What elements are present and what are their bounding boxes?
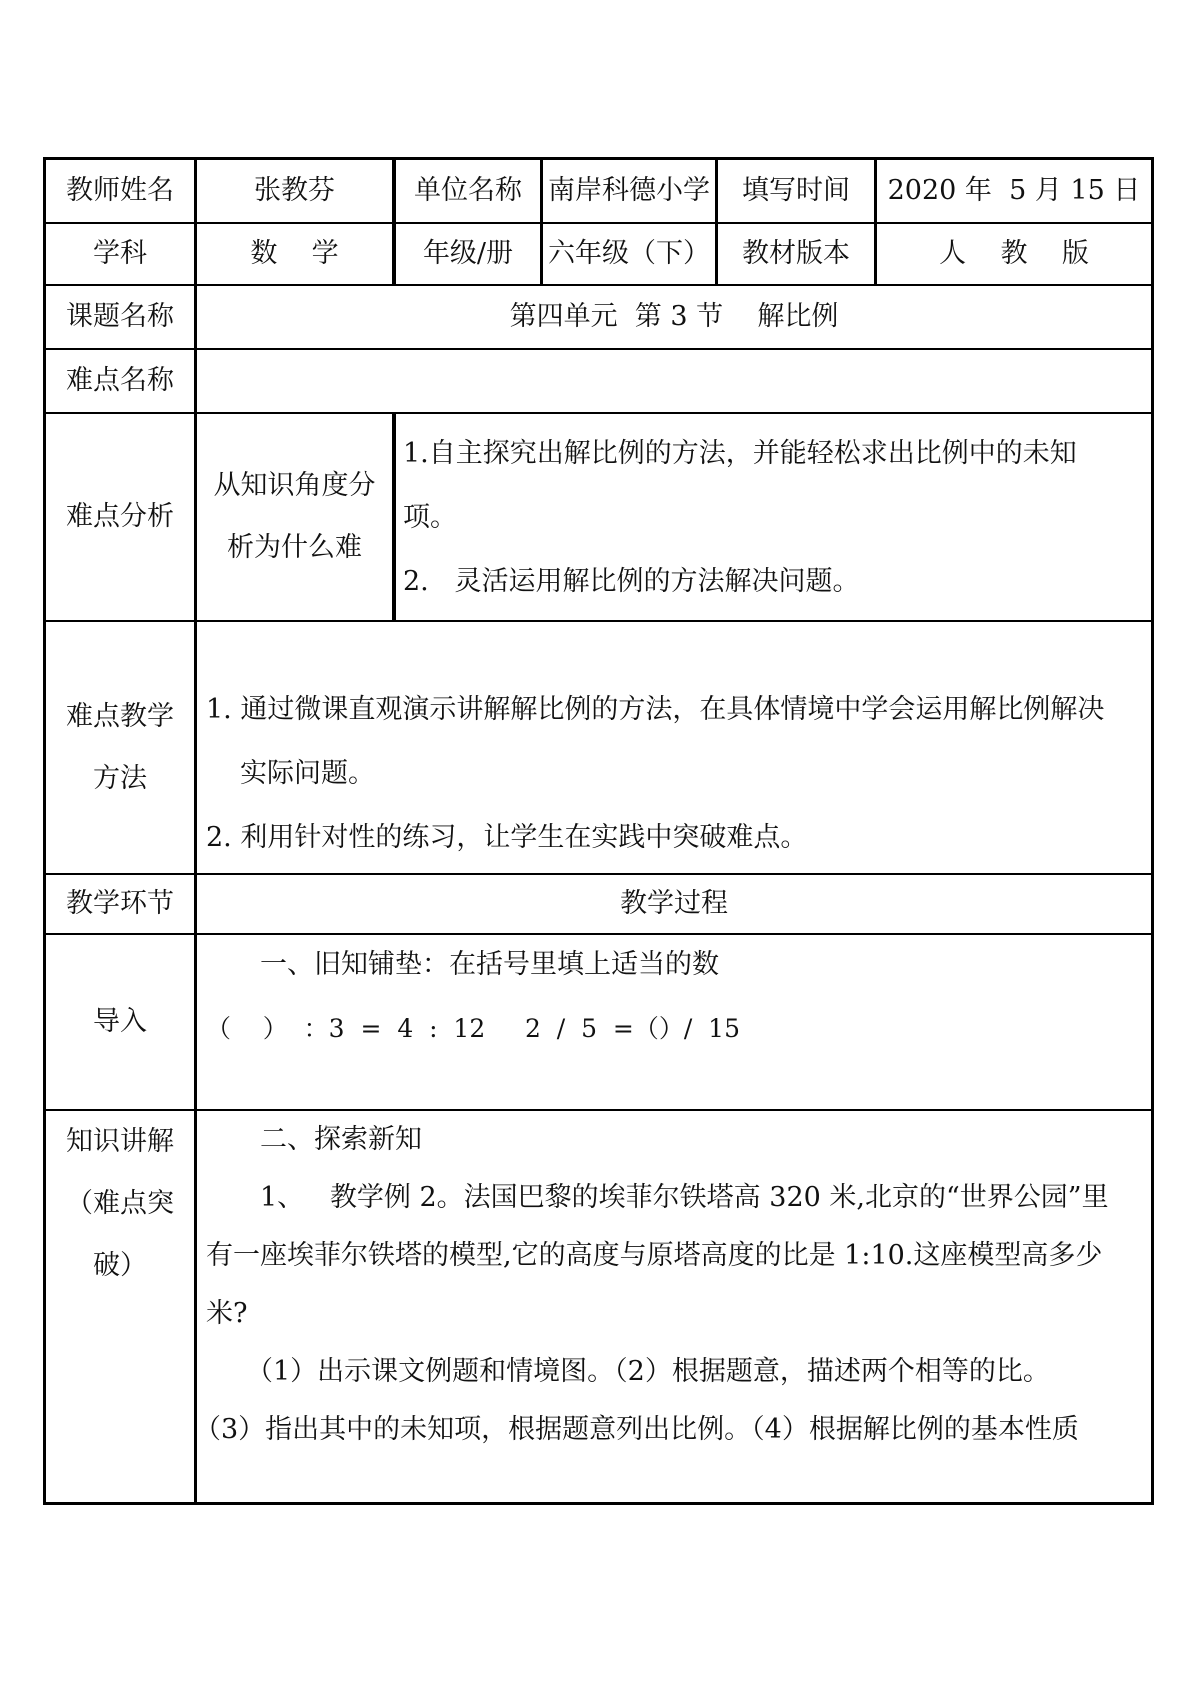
knowledge-label [46,1111,194,1502]
stage-label: 教学环节 [66,887,174,919]
method-label-line1: 难点教学 [66,700,174,732]
method-line1: 1. 通过微课直观演示讲解解比例的方法，在具体情境中学会运用解比例解决 [206,694,1105,725]
lesson-plan-table [43,157,1154,1505]
row-difficulty-name [46,350,1151,414]
method-content [206,678,1151,870]
edition-label: 教材版本 [742,237,850,269]
analysis-sub-label-line2: 析为什么难 [227,532,362,563]
difficulty-label: 难点名称 [66,364,174,396]
knowledge-line1: 二、探索新知 [260,1124,422,1155]
unit-name-value: 南岸科德小学 [548,174,710,206]
topic-value: 第四单元 第 3 节 解比例 [509,300,839,332]
grade-value: 六年级（下） [548,237,710,269]
row-teaching-method [46,622,1151,875]
fill-date-label: 填写时间 [742,174,850,206]
row-subject-info [46,224,1151,286]
process-label: 教学过程 [620,887,728,919]
knowledge-content [194,1111,1151,1459]
method-line3: 2. 利用针对性的练习，让学生在实践中突破难点。 [206,822,808,853]
fill-date-value: 2020 年 5 月 15 日 [887,174,1141,206]
knowledge-line5: （1）出示课文例题和情境图。（2）根据题意，描述两个相等的比。 [246,1356,1050,1387]
analysis-line2: 项。 [403,502,457,533]
analysis-label: 难点分析 [66,500,174,532]
analysis-line1: 1.自主探究出解比例的方法，并能轻松求出比例中的未知 [403,438,1077,469]
knowledge-line2: 1、 教学例 2。法国巴黎的埃菲尔铁塔高 320 米,北京的“世界公园”里 [260,1182,1109,1213]
row-topic [46,286,1151,350]
analysis-sub-label [197,414,392,620]
grade-label: 年级/册 [422,237,514,269]
row-knowledge [46,1111,1151,1502]
analysis-line3: 2. 灵活运用解比例的方法解决问题。 [403,566,860,597]
knowledge-label-line2: （难点突 [66,1188,174,1219]
subject-value: 数 学 [250,237,339,269]
analysis-content [403,422,1148,614]
row-teacher-info [46,160,1151,224]
teacher-name-label: 教师姓名 [66,174,174,206]
intro-line2: （ ） ：3 = 4 : 12 2 / 5 =（）/ 15 [206,1014,740,1043]
unit-name-label: 单位名称 [414,174,522,206]
row-process-header [46,875,1151,935]
method-label-line2: 方法 [93,762,147,794]
topic-label: 课题名称 [66,300,174,332]
teacher-name-value: 张教芬 [254,174,335,206]
intro-label: 导入 [93,1005,147,1037]
row-difficulty-analysis [46,414,1151,622]
intro-line1: 一、旧知铺垫：在括号里填上适当的数 [260,949,719,980]
method-label [46,622,194,873]
knowledge-line3: 有一座埃菲尔铁塔的模型,它的高度与原塔高度的比是 1:10.这座模型高多少 [206,1240,1103,1271]
row-intro [46,935,1151,1111]
subject-label: 学科 [93,237,147,269]
knowledge-label-line3: 破） [93,1250,147,1281]
knowledge-line6: （3）指出其中的未知项，根据题意列出比例。（4）根据解比例的基本性质 [194,1414,1079,1445]
knowledge-label-line1: 知识讲解 [66,1126,174,1157]
method-line2: 实际问题。 [240,758,375,789]
intro-content [206,933,1151,1061]
analysis-sub-label-line1: 从知识角度分 [213,470,376,501]
knowledge-line4: 米? [206,1298,248,1329]
difficulty-value [197,350,1151,412]
edition-value: 人 教 版 [939,237,1089,269]
